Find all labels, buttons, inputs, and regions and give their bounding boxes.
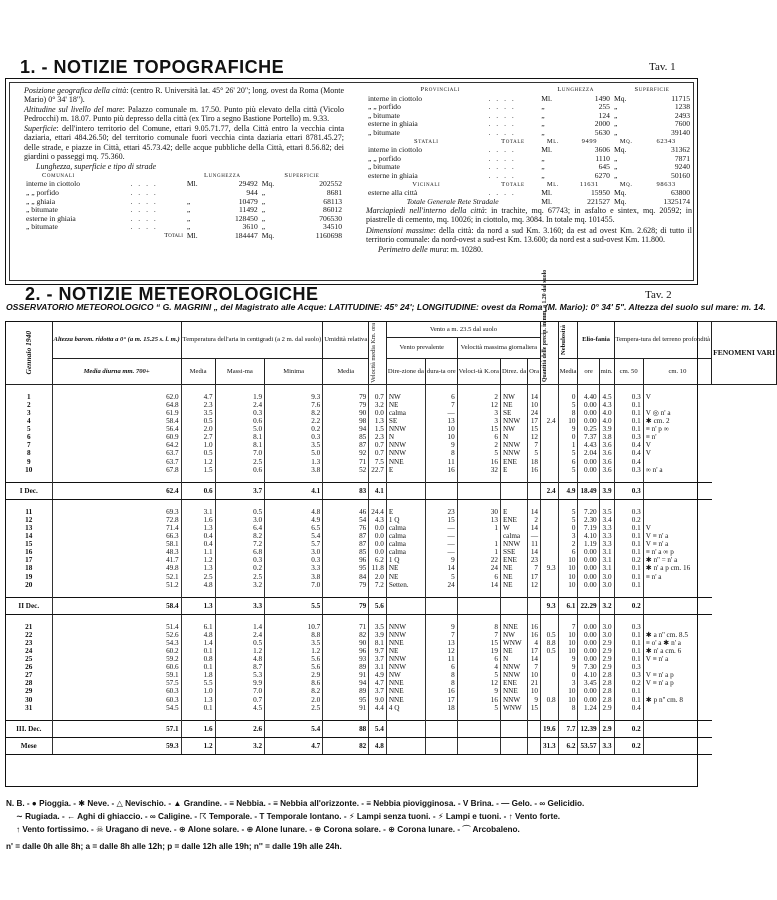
month-header: Gennaio 1940 [6, 322, 53, 385]
day-row: 31 54.5 0.1 4.5 2.5 91 4.4 4 Q 18 5 WNW 15 8 1.24 2.9 0.4 [6, 704, 777, 712]
sunshine-header: Elio-fania [578, 322, 614, 359]
road-row: „ „ porfido . . . . 944 „ 8681 [26, 188, 342, 198]
road-row: „ bitumate . . . . „ 5630 „ 39140 [368, 127, 690, 137]
road-row: esterne alla città . . . . Ml. 15950 Mq. 63800 [368, 188, 690, 198]
day-row: 16 48.3 1.1 6.8 3.0 85 0.0 calma — 1 SSE 14 6 0.00 3.1 0.1 ≡ n' a ∞ p [6, 548, 777, 556]
summary-row: I Dec. 62.4 0.6 3.7 4.1 83 4.1 2.4 4.9 18.49 3.9 0.3 [6, 482, 777, 499]
road-row: „ „ porfido . . . . „ 1110 „ 7871 [368, 153, 690, 163]
spacer-row [6, 614, 777, 623]
day-row: 30 60.3 1.3 0.7 2.0 95 9.0 NNE 17 16 NNW 9 0.8 10 0.00 2.8 0.1 ✱ p n'' cm. 8 [6, 696, 777, 704]
road-row: esterne in ghiaia . . . . „ 128450 „ 706530 [26, 213, 342, 223]
road-row: „ bitumate . . . . „ 124 „ 2493 [368, 110, 690, 120]
road-row: interne in ciottolo . . . . Ml. 3606 Mq. 31362 [368, 145, 690, 155]
legend [6, 797, 702, 853]
day-row: 6 60.9 2.7 8.1 0.3 85 2.3 N 10 6 N 12 0 7.37 3.8 0.3 ≡ n' [6, 433, 777, 441]
topography-right-column [366, 86, 692, 255]
day-row: 10 67.8 1.5 0.6 3.8 52 22.7 E 16 32 E 16 5 0.00 3.6 0.3 ∞ n' a [6, 466, 777, 474]
spacer-row [6, 499, 777, 508]
roads-table: Provinciali Lunghezza Superficie interne in ciottolo . . . . Ml. 1490 Mq. 11715 „ „ porfido . . . . „ 255 „ 1238 „ bitumate . . . . „ 124 „ 2493 esterne in ghiaia . . . . „ 2000 „ 7600 „ bitumate . . . . „ 5630 „ 39140 Statali Totale Ml. 9499 Mq. 62343 interne in ciottolo . . . . Ml. 3606 Mq. 31362 „ „ porfido . . . . „ 1110 „ 7871 „ bitumate . . . . „ 645 „ 9240 esterne in ghiaia . . . . „ 6270 „ 50160 Vicinali Totale Ml. 11631 Mq. 98633 esterne alla città . . . . Ml. 15950 Mq. 63800 Totale Generale Rete Stradale Ml. 221527 Mq. 1325174 [368, 86, 690, 206]
station-info: OSSERVATORIO METEOROLOGICO “ G. MAGRINI „ del Magistrato alle Acque: LATITUDINE: 45° 24'; LONGITUDINE: ovest da Roma (M. Mario): 0° 34' 5". Altezza del suolo sul mare: m. 14. [6, 302, 766, 312]
surface-paragraph: Superficie: dell'intero territorio del Comune, ettari 9.05.71.77, della Città entro la vecchia cinta daziaria, ettari 484.26.50; del territorio comunale fuori vecchia cinta daziaria ettari 8781.45.27; delle strade, e piazze in Città, ettari 45.73.42; delle acque pubbliche della Città, ettari 8.56.82; dei giardini o passeggi mq. 75.360. [24, 124, 344, 161]
legend-line: ∼ Rugiada. - ← Aghi di ghiaccio. - ∞ Caligine. - ☈ Temporale. - T Temporale lontano. - ⚡ Lampi senza tuoni. - ⚡ Lampi e tuoni. - ↑ Vento forte. [16, 812, 561, 821]
day-row: 11 69.3 3.1 0.5 4.8 46 24.4 E 23 30 E 14 5 7.20 3.5 0.3 [6, 508, 777, 516]
road-row: interne in ciottolo . . . . Ml. 1490 Mq. 11715 [368, 93, 690, 103]
legend-line: N. B. - ● Pioggia. - ✱ Neve. - △ Nevischio. - ▲ Grandine. - ≡ Nebbia. - ≡ Nebbia all'orizzonte. - ≡ Nebbia piovigginosa. - V Brina. - — Gelo. - ∞ Gelicidio. [6, 799, 585, 808]
topography-left-column [24, 86, 344, 241]
spacer-row [6, 384, 777, 393]
topography-box [5, 78, 698, 285]
road-row: esterne in ghiaia . . . . „ 6270 „ 50160 [368, 170, 690, 180]
perimeter-paragraph: Perimetro delle mura: m. 10280. [378, 244, 484, 254]
summary-row: III. Dec. 57.1 1.6 2.6 5.4 88 5.4 19.6 7.7 12.39 2.9 0.2 [6, 720, 777, 737]
wind-header: Vento a m. 23.5 dal suolo [386, 322, 540, 338]
day-row: 1 62.0 4.7 1.9 9.3 79 0.7 NW 6 2 NW 14 0 4.40 4.5 0.3 V [6, 393, 777, 401]
day-row: 23 54.3 1.4 0.5 3.5 90 8.1 NNE 13 15 WNW 4 8.8 10 0.00 2.9 0.1 ≡ o' a ✱ n' a [6, 639, 777, 647]
phenomena-header: FENOMENI VARI [712, 322, 777, 385]
day-row: 25 59.2 0.8 4.8 5.6 93 3.7 NNW 11 6 N 14 9 0.00 2.9 0.1 V ≡ n' a [6, 655, 777, 663]
pressure-header: Altezza barom. ridotta a 0° (a m. 15.25 s. l. m.) [52, 322, 181, 359]
day-row: 29 60.3 1.0 7.0 8.2 89 3.7 NNE 16 9 NNE 10 10 0.00 2.8 0.1 [6, 687, 777, 695]
day-row: 14 66.3 0.4 8.2 5.4 87 0.0 calma — calma — 3 4.10 3.3 0.1 V ≡ n' a [6, 532, 777, 540]
day-row: 26 60.6 0.1 8.7 5.6 89 3.1 NNW 6 4 NNW 7 9 7.30 2.9 0.3 [6, 663, 777, 671]
cloud-header: Nebulosità [558, 322, 578, 359]
day-row: 17 41.7 1.2 0.3 0.3 96 6.2 1 Q 9 22 ENE 23 10 0.00 3.1 0.2 ✱ n'' = n' a [6, 556, 777, 564]
day-row: 22 52.6 4.8 2.4 8.8 82 3.9 NNW 7 7 NW 16 0.5 10 0.00 3.0 0.1 ✱ a n'' cm. 8.5 [6, 631, 777, 639]
day-row: 7 64.2 1.0 8.1 3.5 87 0.7 NNW 9 2 NNW 7 1 4.43 3.6 0.4 V [6, 441, 777, 449]
day-row: 13 71.4 1.3 6.4 6.5 76 0.0 calma — 1 W 14 0 7.19 3.3 0.1 V [6, 524, 777, 532]
section1-title: 1. - NOTIZIE TOPOGRAFICHE [20, 57, 285, 77]
temperature-header: Temperatura dell'aria in centigradi (a 2 m. dal suolo) [181, 322, 323, 359]
section1-tav: Tav. 1 [649, 61, 676, 73]
road-row: „ „ porfido . . . . „ 255 „ 1238 [368, 102, 690, 112]
section2-tav: Tav. 2 [645, 289, 672, 301]
road-row: „ bitumate . . . . „ 3610 „ 34510 [26, 222, 342, 232]
summary-row: II Dec. 58.4 1.3 3.3 5.5 79 5.6 9.3 6.1 22.29 3.2 0.2 [6, 597, 777, 614]
humidity-header: Umidità relativa [323, 322, 369, 359]
meteo-table: Gennaio 1940 Altezza barom. ridotta a 0° (a m. 15.25 s. l. m.) Temperatura dell'aria in centigradi (a 2 m. dal suolo) Umidità relativa Velocità media Km. ora Vento a m. 23.5 dal suolo Quantità delle precip. in mm. a 1.20 dal suolo Nebulosità Elio-fania Tempera-tura del terreno profondità FENOMENI VARI Vento prevalente Velocità massima giornaliera Media diurna mm. 700+ Media Massi-ma Minima Media Dire-zione da dura-ta ore Veloci-tà K.ora Direz. da Ora Media ore min. cm. 50 cm. 10 1 62.0 4.7 1.9 9.3 79 0.7 NW 6 2 NW 14 0 4.40 4.5 0.3 V 2 64.8 2.3 2.4 7.6 79 3.2 NE 7 12 NE 10 5 0.00 4.3 0.1 3 61.9 3.5 0.3 8.2 90 0.0 calma — 3 SE 24 8 0.00 4.0 0.1 V ◎ n' a 4 58.4 0.5 0.6 2.2 98 1.3 SE 13 3 NNW 17 2.4 10 0.00 4.0 0.1 ✱ cm. 2 5 56.4 2.0 5.0 0.2 94 1.5 NNW 10 15 NW 15 9 0.25 3.9 0.1 ≡ n' p ∞ 6 60.9 2.7 8.1 0.3 85 2.3 N 10 6 N 12 0 7.37 3.8 0.3 ≡ n' 7 64.2 1.0 8.1 3.5 87 0.7 NNW 9 2 NNW 7 1 4.43 3.6 0.4 V 8 63.7 0.5 7.0 5.0 92 0.7 NNW 8 5 NNW 5 5 2.04 3.6 0.4 V 9 63.7 1.2 2.5 1.3 71 7.5 NNE 11 16 ENE 18 6 0.00 3.6 0.4 10 67.8 1.5 0.6 3.8 52 22.7 E 16 32 E 16 5 0.00 3.6 0.3 ∞ n' a I Dec. 62.4 0.6 3.7 4.1 83 4.1 2.4 4.9 18.49 3.9 0.3 11 69.3 3.1 0.5 4.8 46 24.4 E 23 30 E 14 5 7.20 3.5 0.3 12 72.8 1.6 3.0 4.9 54 4.3 1 Q 15 13 ENE 2 5 2.30 3.4 0.2 13 71.4 1.3 6.4 6.5 76 0.0 calma — 1 W 14 0 7.19 3.3 0.1 V 14 66.3 0.4 8.2 5.4 87 0.0 calma — calma — 3 4.10 3.3 0.1 V ≡ n' a 15 58.1 0.4 7.2 5.7 87 0.0 calma — 1 NNW 11 2 1.19 3.3 0.1 V ≡ n' a 16 48.3 1.1 6.8 3.0 85 0.0 calma — 1 SSE 14 6 0.00 3.1 0.1 ≡ n' a ∞ p 17 41.7 1.2 0.3 0.3 96 6.2 1 Q 9 22 ENE 23 10 0.00 3.1 0.2 ✱ n'' = n' a 18 49.8 1.3 0.2 3.3 95 11.8 NE 14 24 NE 7 9.3 10 0.00 3.1 0.1 ✱ n' a p cm. 16 19 52.1 2.5 2.5 3.8 84 2.0 NE 5 6 NE 17 10 0.00 3.0 0.1 ≡ n' a 20 51.2 4.8 3.2 7.0 79 7.2 Setten. 24 14 NE 12 10 0.00 3.0 0.1 II Dec. 58.4 1.3 3.3 5.5 79 5.6 9.3 6.1 22.29 3.2 0.2 21 51.4 6.1 1.4 10.7 71 3.5 NNW 9 8 NNE 16 7 0.00 3.0 0.3 22 52.6 4.8 2.4 8.8 82 3.9 NNW 7 7 NW 16 0.5 10 0.00 3.0 0.1 ✱ a n'' cm. 8.5 23 54.3 1.4 0.5 3.5 90 8.1 NNE 13 15 WNW 4 8.8 10 0.00 2.9 0.1 ≡ o' a ✱ n' a 24 60.2 0.1 1.2 1.2 96 9.7 NE 12 19 NE 17 0.5 10 0.00 2.9 0.1 ✱ n' a cm. 6 25 59.2 0.8 4.8 5.6 93 3.7 NNW 11 6 N 14 9 0.00 2.9 0.1 V ≡ n' a 26 60.6 0.1 8.7 5.6 89 3.1 NNW 6 4 NNW 7 9 7.30 2.9 0.3 27 59.1 1.8 5.3 2.9 91 4.9 NW 8 5 NNW 10 0 4.10 2.8 0.3 V ≡ n' a p 28 57.5 5.5 9.9 8.6 94 4.7 NNE 8 12 ENE 21 3 3.45 2.8 0.2 V ≡ n' a p 29 60.3 1.0 7.0 8.2 89 3.7 NNE 16 9 NNE 10 10 0.00 2.8 0.1 30 60.3 1.3 0.7 2.0 95 9.0 NNE 17 16 NNW 9 0.8 10 0.00 2.8 0.1 ✱ p n'' cm. 8 31 54.5 0.1 4.5 2.5 91 4.4 4 Q 18 5 WNW 15 8 1.24 2.9 0.4 III. Dec. 57.1 1.6 2.6 5.4 88 5.4 19.6 7.7 12.39 2.9 0.2 Mese 59.3 1.2 3.2 4.7 82 4.8 31.3 6.2 53.57 3.3 0.2 [5, 321, 777, 755]
day-row: 5 56.4 2.0 5.0 0.2 94 1.5 NNW 10 15 NW 15 9 0.25 3.9 0.1 ≡ n' p ∞ [6, 425, 777, 433]
road-row: interne in ciottolo . . . . Ml. 29492 Mq. 202552 [26, 179, 342, 189]
road-row: „ bitumate . . . . „ 645 „ 9240 [368, 162, 690, 172]
spacer-row [6, 712, 777, 721]
soil-temp-header: Tempera-tura del terreno profondità [614, 322, 712, 359]
day-row: 24 60.2 0.1 1.2 1.2 96 9.7 NE 12 19 NE 17 0.5 10 0.00 2.9 0.1 ✱ n' a cm. 6 [6, 647, 777, 655]
day-row: 8 63.7 0.5 7.0 5.0 92 0.7 NNW 8 5 NNW 5 5 2.04 3.6 0.4 V [6, 449, 777, 457]
dimensions-paragraph: Dimensioni massime: della città: da nord a sud Km. 3.160; da est ad ovest Km. 2.628; di tutto il territorio comunale: da nord-ovest a sud-est Km. 13.600; da nord est a sud-ovest Km. 11.800. [366, 225, 692, 244]
day-row: 15 58.1 0.4 7.2 5.7 87 0.0 calma — 1 NNW 11 2 1.19 3.3 0.1 V ≡ n' a [6, 540, 777, 548]
road-row: „ bitumate . . . . „ 11492 „ 86012 [26, 205, 342, 215]
section2-title: 2. - NOTIZIE METEOROLOGICHE [25, 284, 319, 304]
day-row: 2 64.8 2.3 2.4 7.6 79 3.2 NE 7 12 NE 10 5 0.00 4.3 0.1 [6, 401, 777, 409]
altitude-paragraph: Altitudine sul livello del mare: Palazzo comunale m. 17.50. Punto più elevato della città (Vicolo Pedrocchi) m. 18.07. Punto più depresso della città (ex Tiro a segno Bastione Portello) m. 9.33. [24, 105, 345, 124]
wind-speed-header: Velocità media Km. ora [369, 322, 387, 385]
legend-line: ↑ Vento fortissimo. - ☠ Uragano di neve. - ⊕ Alone solare. - ⊕ Alone lunare. - ⊕ Corona solare. - ⊕ Corona lunare. - ⌒ Arcobaleno. [16, 825, 520, 834]
position-paragraph: Posizione geografica della città: (centro R. Università lat. 45° 26' 20"; long. ovest da Roma (Monte Mario) 0° 34' 18"). [24, 86, 345, 105]
comunali-table: Comunali Lunghezza Superficie interne in ciottolo . . . . Ml. 29492 Mq. 202552 „ „ porfido . . . . 944 „ 8681 „ „ ghiaia . . . . „ 10479 „ 68113 „ bitumate . . . . „ 11492 „ 86012 esterne in ghiaia . . . . „ 128450 „ 706530 „ bitumate . . . . „ 3610 „ 34510 Totali Ml. 184447 Mq. 1160698 [26, 171, 342, 240]
precipitation-header: Quantità delle precip. in mm. a 1.20 dal suolo [541, 322, 559, 385]
legend-line: n' = dalle 0h alle 8h; a = dalle 8h alle 12h; p = dalle 12h alle 19h; n'' = dalle 19h alle 24h. [6, 842, 342, 851]
day-row: 12 72.8 1.6 3.0 4.9 54 4.3 1 Q 15 13 ENE 2 5 2.30 3.4 0.2 [6, 516, 777, 524]
roads-heading: Lunghezza, superficie e tipo di strade [36, 161, 156, 171]
spacer-row [6, 474, 777, 483]
summary-row: Mese 59.3 1.2 3.2 4.7 82 4.8 31.3 6.2 53.57 3.3 0.2 [6, 737, 777, 754]
day-row: 3 61.9 3.5 0.3 8.2 90 0.0 calma — 3 SE 24 8 0.00 4.0 0.1 V ◎ n' a [6, 409, 777, 417]
sidewalks-paragraph: Marciapiedi nell'interno della città: in trachite, mq. 67743; in asfalto e sintex, mq. 20592; in piastrelle di cemento, mq. 10026; in ciottolo, mq. 3084. In totale mq. 101455. [366, 206, 692, 225]
road-row: esterne in ghiaia . . . . „ 2000 „ 7600 [368, 119, 690, 129]
day-row: 21 51.4 6.1 1.4 10.7 71 3.5 NNW 9 8 NNE 16 7 0.00 3.0 0.3 [6, 623, 777, 631]
day-row: 18 49.8 1.3 0.2 3.3 95 11.8 NE 14 24 NE 7 9.3 10 0.00 3.1 0.1 ✱ n' a p cm. 16 [6, 564, 777, 572]
day-row: 27 59.1 1.8 5.3 2.9 91 4.9 NW 8 5 NNW 10 0 4.10 2.8 0.3 V ≡ n' a p [6, 671, 777, 679]
day-row: 9 63.7 1.2 2.5 1.3 71 7.5 NNE 11 16 ENE 18 6 0.00 3.6 0.4 [6, 458, 777, 466]
day-row: 20 51.2 4.8 3.2 7.0 79 7.2 Setten. 24 14 NE 12 10 0.00 3.0 0.1 [6, 581, 777, 589]
day-row: 28 57.5 5.5 9.9 8.6 94 4.7 NNE 8 12 ENE 21 3 3.45 2.8 0.2 V ≡ n' a p [6, 679, 777, 687]
day-row: 4 58.4 0.5 0.6 2.2 98 1.3 SE 13 3 NNW 17 2.4 10 0.00 4.0 0.1 ✱ cm. 2 [6, 417, 777, 425]
spacer-row [6, 589, 777, 598]
day-row: 19 52.1 2.5 2.5 3.8 84 2.0 NE 5 6 NE 17 10 0.00 3.0 0.1 ≡ n' a [6, 573, 777, 581]
road-row: „ „ ghiaia . . . . „ 10479 „ 68113 [26, 196, 342, 206]
